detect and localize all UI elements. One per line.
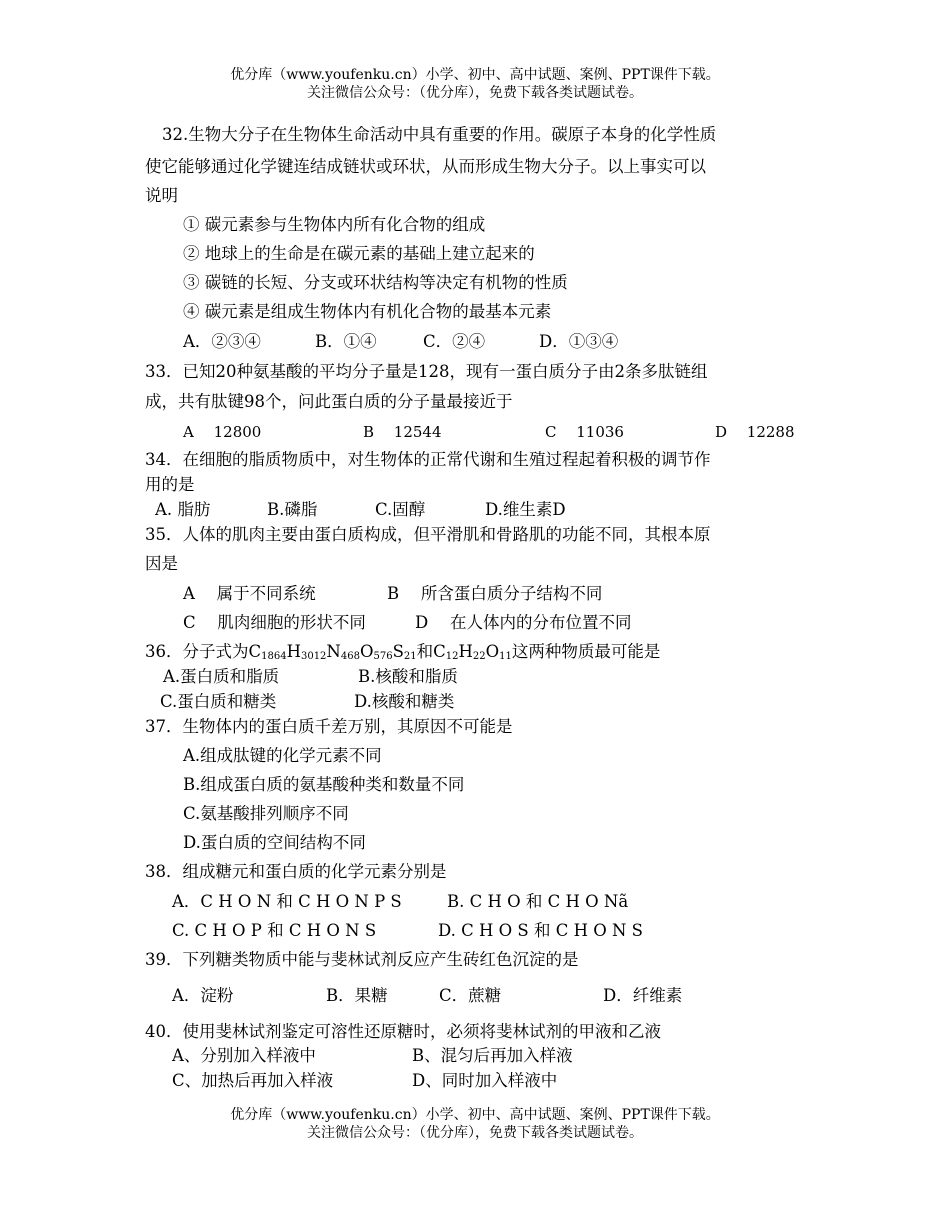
q34-option-a: A. 脂肪: [155, 500, 211, 519]
q37-item-c: C.氨基酸排列顺序不同: [183, 804, 349, 823]
q35-options-row-2: [183, 611, 631, 635]
page-footer: [0, 1106, 950, 1142]
q32-options: [183, 330, 618, 354]
q35-option-d: D 在人体内的分布位置不同: [415, 613, 632, 632]
q40-option-c: C、加热后再加入样液: [172, 1071, 334, 1090]
q36-formula-1: [249, 642, 417, 661]
q32-option-d: D．①③④: [539, 332, 619, 351]
q36-f2-sub-1: 12: [445, 651, 459, 662]
q40-options-row-1: [172, 1044, 573, 1068]
q36-f2-sub-3: 11: [499, 651, 512, 662]
q38-option-a: A．C H O N 和 C H O N P S: [172, 892, 402, 911]
q36-f1-el-5: S: [392, 642, 404, 661]
q36-formula-2: [433, 642, 512, 661]
q36-option-a: A.蛋白质和脂质: [163, 667, 280, 686]
q38-option-b: B. C H O 和 C H O Nã: [447, 892, 629, 911]
q34-line-2: 用的是: [145, 475, 195, 494]
q36-f1-sub-5: 21: [403, 651, 417, 662]
q37-item-b: B.组成蛋白质的氨基酸种类和数量不同: [183, 775, 465, 794]
q39-option-c: C．蔗糖: [439, 986, 502, 1005]
q32-item-2: ② 地球上的生命是在碳元素的基础上建立起来的: [183, 244, 535, 263]
q36-mid: 和: [416, 642, 434, 661]
q32-line-1: 32.生物大分子在生物体生命活动中具有重要的作用。碳原子本身的化学性质: [162, 125, 717, 144]
q39-options: [172, 984, 682, 1008]
q32-item-3: ③ 碳链的长短、分支或环状结构等决定有机物的性质: [183, 273, 568, 292]
footer-line-1: 优分库（www.youfenku.cn）小学、初中、高中试题、案例、PPT课件下载。: [230, 1107, 720, 1123]
q40-options-row-2: [172, 1069, 557, 1093]
q34-line-1: 34．在细胞的脂质物质中，对生物体的正常代谢和生殖过程起着积极的调节作: [145, 450, 711, 469]
q35-option-c: C 肌肉细胞的形状不同: [183, 613, 366, 632]
q32-option-a: A．②③④: [183, 332, 261, 351]
q36-f1-sub-1: 1864: [261, 651, 287, 662]
q34-option-b: B.磷脂: [267, 500, 318, 519]
header-line-1: 优分库（www.youfenku.cn）小学、初中、高中试题、案例、PPT课件下载。: [230, 67, 720, 83]
q39-option-d: D．纤维素: [603, 986, 683, 1005]
q33-line-1: 33．已知20种氨基酸的平均分子量是128，现有一蛋白质分子由2条多肽链组: [145, 362, 708, 381]
q36-f1-el-4: O: [359, 642, 374, 661]
q40-option-b: B、混匀后再加入样液: [412, 1046, 573, 1065]
q36-f1-el-1: C: [248, 642, 262, 661]
q37-item-a: A.组成肽键的化学元素不同: [183, 746, 382, 765]
q32-line-2: 使它能够通过化学键连结成链状或环状，从而形成生物大分子。以上事实可以: [145, 157, 706, 176]
q40-option-d: D、同时加入样液中: [412, 1071, 558, 1090]
q39-option-a: A．淀粉: [172, 986, 234, 1005]
q36-f2-el-1: C: [433, 642, 446, 661]
q34-option-c: C.固醇: [375, 500, 426, 519]
q36-option-b: B.核酸和脂质: [358, 667, 458, 686]
q38-option-d: D. C H O S 和 C H O N S: [438, 921, 643, 940]
q36-f2-el-2: H: [458, 642, 473, 661]
q33-option-c: C 11036: [545, 423, 624, 441]
q36-option-d: D.核酸和糖类: [354, 692, 455, 711]
q34-options: [155, 498, 566, 522]
q37-item-d: D.蛋白质的空间结构不同: [183, 833, 366, 852]
q39-option-b: B．果糖: [326, 986, 388, 1005]
q33-line-2: 成，共有肽键98个，问此蛋白质的分子量最接近于: [145, 392, 513, 411]
q33-option-b: B 12544: [363, 423, 442, 441]
q35-option-b: B 所含蛋白质分子结构不同: [387, 584, 603, 603]
q36-line-1: [145, 640, 660, 664]
q36-f2-el-3: O: [485, 642, 500, 661]
q40-option-a: A、分别加入样液中: [172, 1046, 316, 1065]
q38-options-row-1: [172, 890, 628, 914]
q38-options-row-2: [172, 919, 643, 943]
footer-line-2: 关注微信公众号：（优分库），免费下载各类试题试卷。: [307, 1125, 643, 1141]
q38-option-c: C. C H O P 和 C H O N S: [172, 921, 377, 940]
q35-line-2: 因是: [145, 554, 178, 573]
q39-line-1: 39．下列糖类物质中能与斐林试剂反应产生砖红色沉淀的是: [145, 950, 579, 969]
q32-option-b: B．①④: [315, 332, 377, 351]
q32-item-1: ① 碳元素参与生物体内所有化合物的组成: [183, 215, 486, 234]
page-header: [0, 66, 950, 102]
q33-option-a: A 12800: [183, 423, 262, 441]
header-line-2: 关注微信公众号：（优分库），免费下载各类试题试卷。: [307, 85, 643, 101]
q36-options-row-2: [160, 690, 454, 714]
q32-option-c: C．②④: [423, 332, 486, 351]
q37-line-1: 37．生物体内的蛋白质千差万别，其原因不可能是: [145, 717, 513, 736]
q36-f1-el-3: N: [326, 642, 341, 661]
q38-line-1: 38．组成糖元和蛋白质的化学元素分别是: [145, 862, 447, 881]
q36-f2-sub-2: 22: [472, 651, 486, 662]
q36-f1-sub-3: 468: [340, 651, 360, 662]
q33-options: [183, 420, 795, 444]
q40-line-1: 40．使用斐林试剂鉴定可溶性还原糖时，必须将斐林试剂的甲液和乙液: [145, 1022, 661, 1041]
q33-option-d: D 12288: [715, 423, 795, 441]
q36-option-c: C.蛋白质和糖类: [160, 692, 277, 711]
q36-suffix: 这两种物质最可能是: [511, 642, 661, 661]
q36-prefix: 36．分子式为: [145, 642, 249, 661]
q35-option-a: A 属于不同系统: [183, 584, 316, 603]
q32-line-3: 说明: [145, 186, 178, 205]
q32-item-4: ④ 碳元素是组成生物体内有机化合物的最基本元素: [183, 302, 552, 321]
q36-f1-sub-4: 576: [373, 651, 393, 662]
q35-line-1: 35．人体的肌肉主要由蛋白质构成，但平滑肌和骨路肌的功能不同，其根本原: [145, 525, 711, 544]
q36-options-row-1: [163, 665, 458, 689]
q36-f1-el-2: H: [286, 642, 301, 661]
q34-option-d: D.维生素D: [485, 500, 566, 519]
q36-f1-sub-2: 3012: [300, 651, 327, 662]
q35-options-row-1: [183, 582, 602, 606]
